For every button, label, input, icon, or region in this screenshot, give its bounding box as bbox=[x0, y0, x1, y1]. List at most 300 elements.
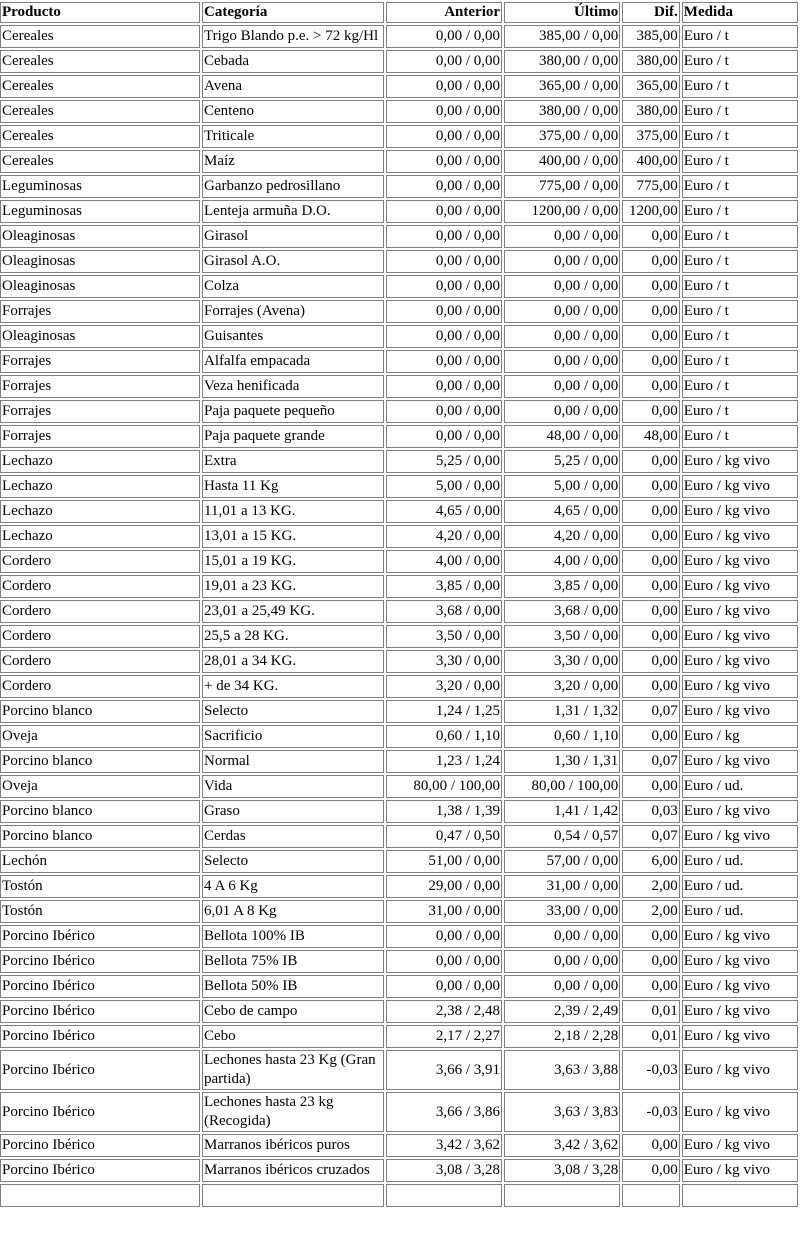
cell-medida: Euro / t bbox=[682, 150, 798, 173]
cell-medida: Euro / t bbox=[682, 300, 798, 323]
table-row bbox=[0, 700, 798, 723]
cell-ultimo: 0,00 / 0,00 bbox=[504, 925, 620, 948]
cell-dif: 1200,00 bbox=[622, 200, 680, 223]
cell-medida: Euro / kg vivo bbox=[682, 825, 798, 848]
table-row bbox=[0, 350, 798, 373]
cell-anterior: 0,00 / 0,00 bbox=[386, 175, 502, 198]
table-row bbox=[0, 175, 798, 198]
cell-categoria: Normal bbox=[202, 750, 384, 773]
cell-categoria: 23,01 a 25,49 KG. bbox=[202, 600, 384, 623]
cell-anterior: 0,00 / 0,00 bbox=[386, 275, 502, 298]
cell-dif: 0,00 bbox=[622, 300, 680, 323]
cell-producto: Porcino Ibérico bbox=[0, 925, 200, 948]
cell-anterior: 4,65 / 0,00 bbox=[386, 500, 502, 523]
cell-medida: Euro / kg vivo bbox=[682, 625, 798, 648]
cell-ultimo: 48,00 / 0,00 bbox=[504, 425, 620, 448]
cell-categoria: 15,01 a 19 KG. bbox=[202, 550, 384, 573]
cell-medida: Euro / t bbox=[682, 125, 798, 148]
cell-dif: 0,00 bbox=[622, 450, 680, 473]
cell-categoria: Lenteja armuña D.O. bbox=[202, 200, 384, 223]
cell-producto: Lechazo bbox=[0, 475, 200, 498]
cell-medida: Euro / t bbox=[682, 200, 798, 223]
cell-producto: Cordero bbox=[0, 675, 200, 698]
cell-categoria: Veza henificada bbox=[202, 375, 384, 398]
table-row bbox=[0, 475, 798, 498]
cell-anterior: 0,00 / 0,00 bbox=[386, 250, 502, 273]
cell-dif bbox=[622, 1184, 680, 1207]
cell-dif: 48,00 bbox=[622, 425, 680, 448]
cell-ultimo: 3,20 / 0,00 bbox=[504, 675, 620, 698]
table-row bbox=[0, 975, 798, 998]
cell-medida: Euro / kg vivo bbox=[682, 1050, 798, 1090]
cell-ultimo: 1,31 / 1,32 bbox=[504, 700, 620, 723]
table-row bbox=[0, 200, 798, 223]
cell-dif: 6,00 bbox=[622, 850, 680, 873]
cell-producto: Oveja bbox=[0, 725, 200, 748]
table-row bbox=[0, 275, 798, 298]
cell-categoria: Maíz bbox=[202, 150, 384, 173]
cell-dif: 0,00 bbox=[622, 725, 680, 748]
cell-ultimo: 380,00 / 0,00 bbox=[504, 100, 620, 123]
cell-anterior: 3,68 / 0,00 bbox=[386, 600, 502, 623]
cell-dif: 380,00 bbox=[622, 100, 680, 123]
cell-anterior: 0,00 / 0,00 bbox=[386, 925, 502, 948]
cell-producto: Lechón bbox=[0, 850, 200, 873]
cell-ultimo: 57,00 / 0,00 bbox=[504, 850, 620, 873]
cell-producto: Porcino blanco bbox=[0, 800, 200, 823]
cell-categoria: Lechones hasta 23 Kg (Gran partida) bbox=[202, 1050, 384, 1090]
cell-anterior: 3,66 / 3,86 bbox=[386, 1092, 502, 1132]
cell-categoria: Garbanzo pedrosillano bbox=[202, 175, 384, 198]
cell-producto: Forrajes bbox=[0, 350, 200, 373]
cell-producto: Cereales bbox=[0, 25, 200, 48]
cell-anterior: 0,00 / 0,00 bbox=[386, 25, 502, 48]
cell-dif: 0,00 bbox=[622, 1159, 680, 1182]
cell-dif: 385,00 bbox=[622, 25, 680, 48]
cell-producto: Porcino Ibérico bbox=[0, 1092, 200, 1132]
cell-anterior: 0,60 / 1,10 bbox=[386, 725, 502, 748]
table-row bbox=[0, 1134, 798, 1157]
cell-categoria: Sacrificio bbox=[202, 725, 384, 748]
cell-categoria: 4 A 6 Kg bbox=[202, 875, 384, 898]
cell-categoria: Colza bbox=[202, 275, 384, 298]
cell-categoria: Selecto bbox=[202, 850, 384, 873]
cell-dif: 0,00 bbox=[622, 350, 680, 373]
cell-dif: 0,01 bbox=[622, 1000, 680, 1023]
cell-dif: 0,00 bbox=[622, 250, 680, 273]
cell-categoria: Cebo bbox=[202, 1025, 384, 1048]
cell-medida: Euro / t bbox=[682, 100, 798, 123]
table-row bbox=[0, 725, 798, 748]
cell-categoria: Extra bbox=[202, 450, 384, 473]
cell-producto: Porcino blanco bbox=[0, 750, 200, 773]
cell-ultimo: 380,00 / 0,00 bbox=[504, 50, 620, 73]
cell-producto: Forrajes bbox=[0, 400, 200, 423]
cell-anterior: 0,00 / 0,00 bbox=[386, 150, 502, 173]
header-anterior: Anterior bbox=[386, 2, 502, 23]
cell-anterior: 0,00 / 0,00 bbox=[386, 375, 502, 398]
cell-ultimo: 4,20 / 0,00 bbox=[504, 525, 620, 548]
cell-anterior bbox=[386, 1184, 502, 1207]
cell-ultimo: 0,54 / 0,57 bbox=[504, 825, 620, 848]
cell-producto: Oveja bbox=[0, 775, 200, 798]
cell-producto: Cordero bbox=[0, 575, 200, 598]
cell-anterior: 4,20 / 0,00 bbox=[386, 525, 502, 548]
table-row bbox=[0, 400, 798, 423]
cell-producto: Porcino Ibérico bbox=[0, 1025, 200, 1048]
cell-ultimo: 0,00 / 0,00 bbox=[504, 350, 620, 373]
cell-anterior: 0,00 / 0,00 bbox=[386, 50, 502, 73]
cell-medida: Euro / t bbox=[682, 75, 798, 98]
cell-anterior: 0,00 / 0,00 bbox=[386, 300, 502, 323]
cell-producto: Tostón bbox=[0, 875, 200, 898]
cell-medida: Euro / kg vivo bbox=[682, 525, 798, 548]
cell-medida: Euro / kg vivo bbox=[682, 950, 798, 973]
cell-medida: Euro / ud. bbox=[682, 900, 798, 923]
cell-dif: 375,00 bbox=[622, 125, 680, 148]
cell-medida: Euro / kg vivo bbox=[682, 650, 798, 673]
cell-categoria: Paja paquete pequeño bbox=[202, 400, 384, 423]
cell-medida: Euro / kg vivo bbox=[682, 600, 798, 623]
cell-producto: Porcino blanco bbox=[0, 700, 200, 723]
cell-medida: Euro / kg vivo bbox=[682, 675, 798, 698]
cell-categoria: 13,01 a 15 KG. bbox=[202, 525, 384, 548]
cell-dif: 0,00 bbox=[622, 925, 680, 948]
table-row bbox=[0, 150, 798, 173]
cell-anterior: 0,00 / 0,00 bbox=[386, 125, 502, 148]
cell-anterior: 4,00 / 0,00 bbox=[386, 550, 502, 573]
cell-dif: 0,00 bbox=[622, 625, 680, 648]
cell-categoria: Avena bbox=[202, 75, 384, 98]
table-row bbox=[0, 750, 798, 773]
cell-producto: Lechazo bbox=[0, 525, 200, 548]
cell-ultimo: 3,63 / 3,83 bbox=[504, 1092, 620, 1132]
cell-ultimo: 375,00 / 0,00 bbox=[504, 125, 620, 148]
cell-ultimo: 3,50 / 0,00 bbox=[504, 625, 620, 648]
cell-ultimo: 3,63 / 3,88 bbox=[504, 1050, 620, 1090]
cell-anterior: 0,00 / 0,00 bbox=[386, 425, 502, 448]
cell-medida bbox=[682, 1184, 798, 1207]
cell-anterior: 3,20 / 0,00 bbox=[386, 675, 502, 698]
table-row bbox=[0, 1050, 798, 1090]
cell-categoria: Graso bbox=[202, 800, 384, 823]
cell-dif: 365,00 bbox=[622, 75, 680, 98]
cell-anterior: 0,00 / 0,00 bbox=[386, 100, 502, 123]
cell-dif: 0,00 bbox=[622, 1134, 680, 1157]
cell-ultimo: 0,00 / 0,00 bbox=[504, 250, 620, 273]
cell-producto: Porcino Ibérico bbox=[0, 975, 200, 998]
cell-categoria: Cebada bbox=[202, 50, 384, 73]
cell-ultimo: 0,00 / 0,00 bbox=[504, 975, 620, 998]
cell-medida: Euro / kg vivo bbox=[682, 500, 798, 523]
cell-categoria: Girasol A.O. bbox=[202, 250, 384, 273]
cell-dif: 0,01 bbox=[622, 1025, 680, 1048]
table-row bbox=[0, 100, 798, 123]
cell-categoria: Selecto bbox=[202, 700, 384, 723]
table-row bbox=[0, 1025, 798, 1048]
cell-anterior: 3,08 / 3,28 bbox=[386, 1159, 502, 1182]
cell-anterior: 5,00 / 0,00 bbox=[386, 475, 502, 498]
cell-ultimo: 0,00 / 0,00 bbox=[504, 950, 620, 973]
cell-anterior: 0,00 / 0,00 bbox=[386, 975, 502, 998]
cell-ultimo: 0,00 / 0,00 bbox=[504, 375, 620, 398]
cell-ultimo: 1,30 / 1,31 bbox=[504, 750, 620, 773]
cell-ultimo: 5,25 / 0,00 bbox=[504, 450, 620, 473]
cell-anterior: 1,38 / 1,39 bbox=[386, 800, 502, 823]
table-row bbox=[0, 850, 798, 873]
cell-anterior: 0,00 / 0,00 bbox=[386, 75, 502, 98]
cell-dif: 380,00 bbox=[622, 50, 680, 73]
table-row bbox=[0, 650, 798, 673]
table-row bbox=[0, 225, 798, 248]
cell-dif: 0,00 bbox=[622, 275, 680, 298]
cell-ultimo: 3,42 / 3,62 bbox=[504, 1134, 620, 1157]
cell-dif: 0,00 bbox=[622, 225, 680, 248]
cell-anterior: 0,00 / 0,00 bbox=[386, 950, 502, 973]
cell-medida: Euro / kg vivo bbox=[682, 1134, 798, 1157]
cell-ultimo: 33,00 / 0,00 bbox=[504, 900, 620, 923]
cell-producto: Porcino Ibérico bbox=[0, 1134, 200, 1157]
cell-medida: Euro / ud. bbox=[682, 850, 798, 873]
cell-anterior: 0,47 / 0,50 bbox=[386, 825, 502, 848]
cell-anterior: 3,42 / 3,62 bbox=[386, 1134, 502, 1157]
cell-ultimo: 1200,00 / 0,00 bbox=[504, 200, 620, 223]
cell-ultimo: 80,00 / 100,00 bbox=[504, 775, 620, 798]
cell-medida: Euro / kg vivo bbox=[682, 975, 798, 998]
header-row bbox=[0, 2, 798, 23]
header-ultimo: Último bbox=[504, 2, 620, 23]
table-row bbox=[0, 125, 798, 148]
cell-ultimo: 4,00 / 0,00 bbox=[504, 550, 620, 573]
cell-categoria: 6,01 A 8 Kg bbox=[202, 900, 384, 923]
table-row bbox=[0, 900, 798, 923]
table-row bbox=[0, 75, 798, 98]
cell-producto: Leguminosas bbox=[0, 200, 200, 223]
cell-medida: Euro / t bbox=[682, 400, 798, 423]
cell-categoria: 19,01 a 23 KG. bbox=[202, 575, 384, 598]
cell-producto: Oleaginosas bbox=[0, 275, 200, 298]
cell-ultimo: 775,00 / 0,00 bbox=[504, 175, 620, 198]
cell-producto: Tostón bbox=[0, 900, 200, 923]
cell-producto: Cordero bbox=[0, 600, 200, 623]
cell-producto: Oleaginosas bbox=[0, 225, 200, 248]
cell-anterior: 3,66 / 3,91 bbox=[386, 1050, 502, 1090]
cell-ultimo: 0,00 / 0,00 bbox=[504, 275, 620, 298]
cell-medida: Euro / t bbox=[682, 275, 798, 298]
cell-medida: Euro / kg bbox=[682, 725, 798, 748]
cell-dif: 0,00 bbox=[622, 475, 680, 498]
table-row bbox=[0, 500, 798, 523]
cell-ultimo: 0,00 / 0,00 bbox=[504, 225, 620, 248]
table-row bbox=[0, 825, 798, 848]
cell-medida: Euro / t bbox=[682, 225, 798, 248]
cell-dif: 775,00 bbox=[622, 175, 680, 198]
cell-categoria: Marranos ibéricos puros bbox=[202, 1134, 384, 1157]
cell-anterior: 1,23 / 1,24 bbox=[386, 750, 502, 773]
cell-dif: 0,00 bbox=[622, 650, 680, 673]
cell-medida: Euro / kg vivo bbox=[682, 450, 798, 473]
table-row bbox=[0, 950, 798, 973]
cell-medida: Euro / t bbox=[682, 25, 798, 48]
header-producto: Producto bbox=[0, 2, 200, 23]
cell-medida: Euro / kg vivo bbox=[682, 1092, 798, 1132]
cell-ultimo: 0,00 / 0,00 bbox=[504, 325, 620, 348]
cell-anterior: 3,85 / 0,00 bbox=[386, 575, 502, 598]
cell-anterior: 31,00 / 0,00 bbox=[386, 900, 502, 923]
cell-anterior: 80,00 / 100,00 bbox=[386, 775, 502, 798]
cell-producto: Porcino Ibérico bbox=[0, 950, 200, 973]
cell-dif: 0,00 bbox=[622, 525, 680, 548]
cell-producto: Cereales bbox=[0, 150, 200, 173]
cell-medida: Euro / t bbox=[682, 325, 798, 348]
cell-medida: Euro / t bbox=[682, 250, 798, 273]
cell-medida: Euro / t bbox=[682, 350, 798, 373]
cell-dif: 0,00 bbox=[622, 550, 680, 573]
cell-producto: Porcino blanco bbox=[0, 825, 200, 848]
cell-producto: Lechazo bbox=[0, 500, 200, 523]
cell-medida: Euro / ud. bbox=[682, 775, 798, 798]
cell-medida: Euro / kg vivo bbox=[682, 1000, 798, 1023]
table-row bbox=[0, 550, 798, 573]
cell-dif: 0,03 bbox=[622, 800, 680, 823]
cell-ultimo: 1,41 / 1,42 bbox=[504, 800, 620, 823]
cell-categoria: Paja paquete grande bbox=[202, 425, 384, 448]
header-categoria: Categoría bbox=[202, 2, 384, 23]
cell-ultimo: 31,00 / 0,00 bbox=[504, 875, 620, 898]
cell-ultimo: 385,00 / 0,00 bbox=[504, 25, 620, 48]
cell-dif: -0,03 bbox=[622, 1092, 680, 1132]
cell-anterior: 0,00 / 0,00 bbox=[386, 350, 502, 373]
cell-medida: Euro / kg vivo bbox=[682, 550, 798, 573]
cell-anterior: 5,25 / 0,00 bbox=[386, 450, 502, 473]
table-row bbox=[0, 775, 798, 798]
cell-producto: Cereales bbox=[0, 125, 200, 148]
cell-anterior: 2,17 / 2,27 bbox=[386, 1025, 502, 1048]
table-row bbox=[0, 250, 798, 273]
cell-medida: Euro / kg vivo bbox=[682, 925, 798, 948]
cell-ultimo bbox=[504, 1184, 620, 1207]
cell-medida: Euro / kg vivo bbox=[682, 575, 798, 598]
cell-ultimo: 4,65 / 0,00 bbox=[504, 500, 620, 523]
cell-categoria: Trigo Blando p.e. > 72 kg/Hl bbox=[202, 25, 384, 48]
cell-producto: Lechazo bbox=[0, 450, 200, 473]
cell-ultimo: 3,68 / 0,00 bbox=[504, 600, 620, 623]
table-row bbox=[0, 625, 798, 648]
cell-medida: Euro / t bbox=[682, 425, 798, 448]
cell-medida: Euro / kg vivo bbox=[682, 1025, 798, 1048]
cell-producto: Cereales bbox=[0, 75, 200, 98]
cell-dif: 0,00 bbox=[622, 575, 680, 598]
cell-dif: 0,00 bbox=[622, 775, 680, 798]
cell-anterior: 3,30 / 0,00 bbox=[386, 650, 502, 673]
cell-categoria: 25,5 a 28 KG. bbox=[202, 625, 384, 648]
cell-ultimo: 3,08 / 3,28 bbox=[504, 1159, 620, 1182]
cell-producto: Forrajes bbox=[0, 375, 200, 398]
cell-medida: Euro / kg vivo bbox=[682, 475, 798, 498]
cell-producto: Forrajes bbox=[0, 300, 200, 323]
cell-producto: Forrajes bbox=[0, 425, 200, 448]
cell-producto: Cordero bbox=[0, 625, 200, 648]
table-row bbox=[0, 1184, 798, 1207]
cell-categoria: Centeno bbox=[202, 100, 384, 123]
cell-dif: 2,00 bbox=[622, 900, 680, 923]
cell-ultimo: 2,18 / 2,28 bbox=[504, 1025, 620, 1048]
cell-dif: 0,00 bbox=[622, 500, 680, 523]
table-row bbox=[0, 1000, 798, 1023]
cell-ultimo: 0,60 / 1,10 bbox=[504, 725, 620, 748]
cell-categoria: Hasta 11 Kg bbox=[202, 475, 384, 498]
cell-medida: Euro / t bbox=[682, 175, 798, 198]
cell-dif: 0,00 bbox=[622, 975, 680, 998]
cell-categoria: Girasol bbox=[202, 225, 384, 248]
cell-anterior: 0,00 / 0,00 bbox=[386, 225, 502, 248]
cell-categoria: 11,01 a 13 KG. bbox=[202, 500, 384, 523]
cell-producto: Porcino Ibérico bbox=[0, 1000, 200, 1023]
table-row bbox=[0, 450, 798, 473]
table-row bbox=[0, 325, 798, 348]
cell-producto: Cereales bbox=[0, 50, 200, 73]
cell-dif: 0,07 bbox=[622, 750, 680, 773]
cell-categoria: Bellota 75% IB bbox=[202, 950, 384, 973]
cell-dif: 0,07 bbox=[622, 825, 680, 848]
cell-anterior: 3,50 / 0,00 bbox=[386, 625, 502, 648]
cell-dif: 0,00 bbox=[622, 675, 680, 698]
cell-producto: Leguminosas bbox=[0, 175, 200, 198]
cell-categoria bbox=[202, 1184, 384, 1207]
cell-categoria: Triticale bbox=[202, 125, 384, 148]
table-row bbox=[0, 1092, 798, 1132]
cell-anterior: 29,00 / 0,00 bbox=[386, 875, 502, 898]
cell-producto: Cereales bbox=[0, 100, 200, 123]
table-row bbox=[0, 425, 798, 448]
cell-ultimo: 400,00 / 0,00 bbox=[504, 150, 620, 173]
cell-categoria: Lechones hasta 23 kg (Recogida) bbox=[202, 1092, 384, 1132]
cell-dif: 0,00 bbox=[622, 375, 680, 398]
table-row bbox=[0, 675, 798, 698]
cell-medida: Euro / kg vivo bbox=[682, 800, 798, 823]
cell-anterior: 0,00 / 0,00 bbox=[386, 200, 502, 223]
cell-categoria: Alfalfa empacada bbox=[202, 350, 384, 373]
cell-ultimo: 365,00 / 0,00 bbox=[504, 75, 620, 98]
cell-medida: Euro / kg vivo bbox=[682, 750, 798, 773]
table-row bbox=[0, 375, 798, 398]
header-dif: Dif. bbox=[622, 2, 680, 23]
cell-dif: 0,00 bbox=[622, 325, 680, 348]
cell-producto: Porcino Ibérico bbox=[0, 1159, 200, 1182]
cell-dif: 0,00 bbox=[622, 400, 680, 423]
cell-categoria: Forrajes (Avena) bbox=[202, 300, 384, 323]
cell-medida: Euro / ud. bbox=[682, 875, 798, 898]
cell-ultimo: 0,00 / 0,00 bbox=[504, 300, 620, 323]
cell-dif: -0,03 bbox=[622, 1050, 680, 1090]
table-row bbox=[0, 525, 798, 548]
cell-categoria: Guisantes bbox=[202, 325, 384, 348]
cell-categoria: Cebo de campo bbox=[202, 1000, 384, 1023]
cell-ultimo: 2,39 / 2,49 bbox=[504, 1000, 620, 1023]
cell-anterior: 0,00 / 0,00 bbox=[386, 400, 502, 423]
cell-producto bbox=[0, 1184, 200, 1207]
cell-producto: Porcino Ibérico bbox=[0, 1050, 200, 1090]
cell-dif: 0,07 bbox=[622, 700, 680, 723]
cell-categoria: Cerdas bbox=[202, 825, 384, 848]
cell-categoria: Marranos ibéricos cruzados bbox=[202, 1159, 384, 1182]
cell-dif: 400,00 bbox=[622, 150, 680, 173]
cell-medida: Euro / t bbox=[682, 375, 798, 398]
header-medida: Medida bbox=[682, 2, 798, 23]
cell-anterior: 0,00 / 0,00 bbox=[386, 325, 502, 348]
cell-anterior: 2,38 / 2,48 bbox=[386, 1000, 502, 1023]
table-row bbox=[0, 800, 798, 823]
